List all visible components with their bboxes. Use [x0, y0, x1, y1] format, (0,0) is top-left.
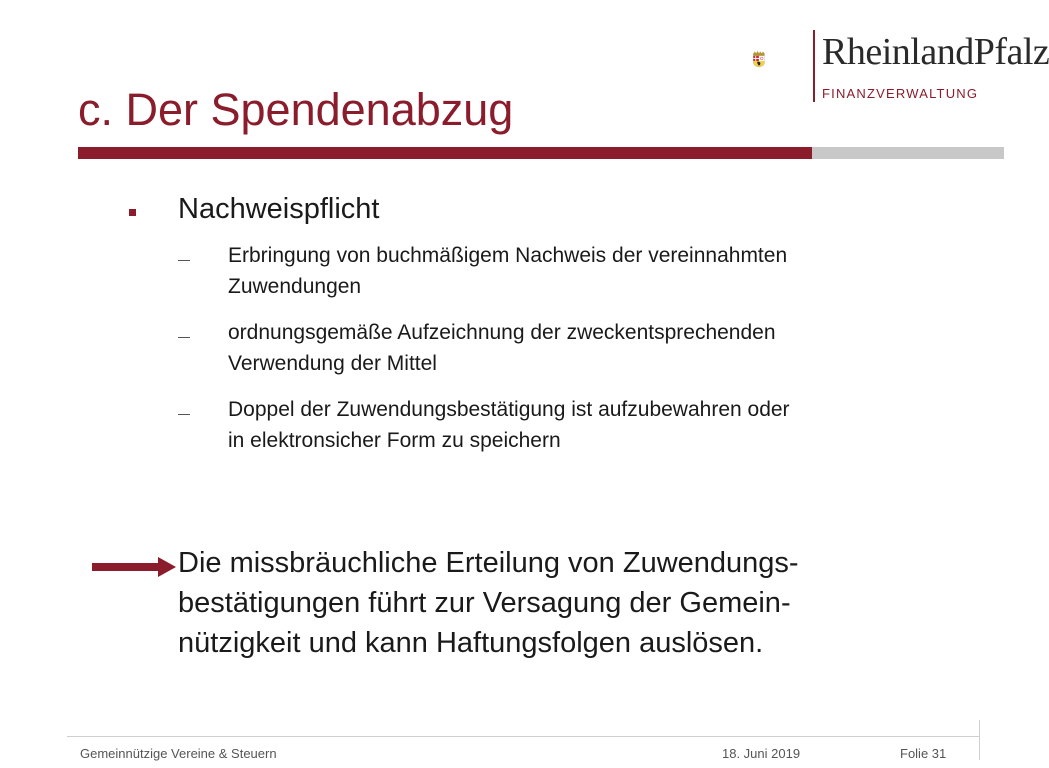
bullet-heading: Nachweispflicht: [178, 193, 380, 225]
callout-line: bestätigungen führt zur Versagung der Gemein-: [178, 587, 791, 619]
list-item-line: in elektronsicher Form zu speichern: [228, 429, 561, 452]
title-rule-red: [78, 147, 812, 159]
logo-wordmark: RheinlandPfalz: [822, 31, 1049, 73]
dash-bullet-icon: [178, 337, 190, 338]
list-item-line: ordnungsgemäße Aufzeichnung der zweckentsprechenden: [228, 321, 776, 344]
footer-divider: [67, 736, 979, 737]
title-rule-grey: [812, 147, 1004, 159]
list-item-line: Erbringung von buchmäßigem Nachweis der vereinnahmten: [228, 244, 788, 267]
dash-bullet-icon: [178, 260, 190, 261]
logo-subtitle: FINANZVERWALTUNG: [822, 86, 979, 101]
coat-of-arms-icon: [752, 26, 812, 96]
footer-divider-tick: [979, 720, 980, 760]
dash-bullet-icon: [178, 414, 190, 415]
footer-page-number: Folie 31: [900, 746, 947, 761]
callout-line: nützigkeit und kann Haftungsfolgen auslösen.: [178, 627, 764, 659]
list-item-line: Zuwendungen: [228, 275, 362, 298]
callout-text: [178, 543, 978, 663]
list-item: [228, 317, 1008, 379]
logo-separator: [813, 30, 815, 102]
footer-title: Gemeinnützige Vereine & Steuern: [80, 746, 277, 761]
arrow-right-icon: [92, 556, 176, 578]
callout-line: Die missbräuchliche Erteilung von Zuwendungs-: [178, 547, 799, 579]
slide-title: c. Der Spendenabzug: [78, 84, 514, 135]
list-item: [228, 240, 1008, 302]
list-item-line: Doppel der Zuwendungsbestätigung ist aufzubewahren oder: [228, 398, 790, 421]
square-bullet-icon: [129, 209, 136, 216]
footer-date: 18. Juni 2019: [722, 746, 801, 761]
list-item-line: Verwendung der Mittel: [228, 352, 437, 375]
list-item: [228, 394, 1008, 456]
